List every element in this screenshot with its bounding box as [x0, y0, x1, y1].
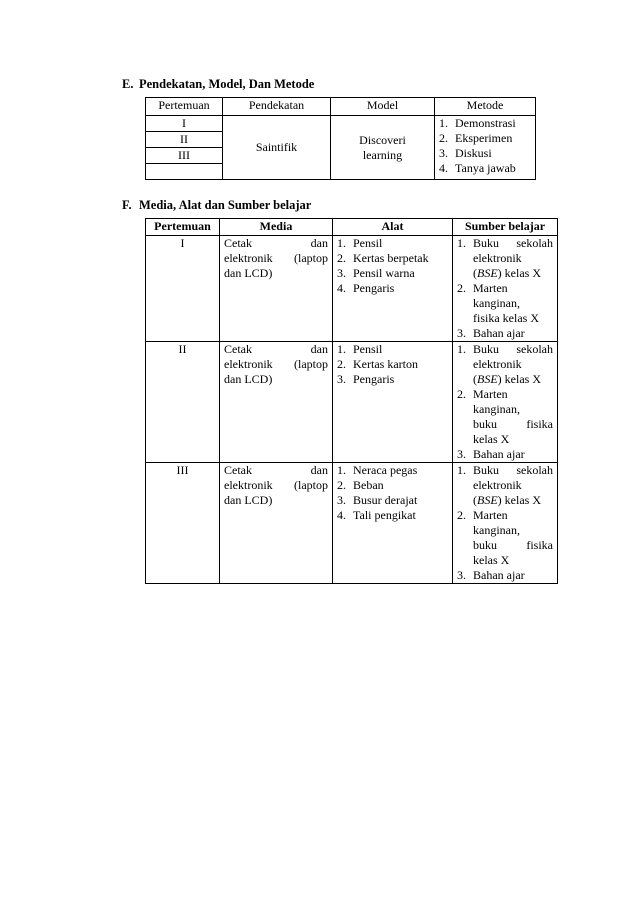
pertemuan-cell: III: [146, 463, 220, 584]
alat-list: [337, 463, 448, 523]
sumber-list: [457, 236, 553, 341]
pendekatan-model-metode-table: [145, 97, 536, 180]
table-f-header-row: [146, 219, 558, 236]
media-cell: Cetak dan elektronik (laptop dan LCD): [220, 236, 333, 342]
section-f-number: F.: [122, 198, 132, 212]
media-alat-sumber-table: [145, 218, 558, 584]
media-cell: Cetak dan elektronik (laptop dan LCD): [220, 342, 333, 463]
list-item: 3. Pensil warna: [337, 266, 415, 280]
section-f-heading: [122, 198, 311, 213]
list-item: 4. Tanya jawab: [439, 161, 516, 175]
table-e-header-row: [146, 98, 536, 116]
list-item: 4. Pengaris: [337, 281, 395, 295]
list-item: 3. Bahan ajar: [457, 326, 525, 340]
sumber-belajar-cell: [453, 342, 558, 463]
sumber-belajar-cell: [453, 463, 558, 584]
pertemuan-cell-empty: [146, 164, 223, 180]
pertemuan-cell: II: [146, 342, 220, 463]
pertemuan-cell: I: [146, 236, 220, 342]
list-item: 3. Diskusi: [439, 146, 492, 160]
list-item: 1. Pensil: [337, 342, 383, 356]
header-media: Media: [220, 219, 333, 236]
table-row: [146, 116, 536, 132]
pendekatan-cell: Saintifik: [223, 116, 331, 180]
model-cell: [331, 116, 435, 180]
list-item: 3. Busur derajat: [337, 493, 418, 507]
sumber-belajar-cell: [453, 236, 558, 342]
sumber-list: [457, 342, 553, 462]
list-item: 2. Marten kanginan, buku fisika kelas X: [457, 508, 553, 567]
header-pertemuan: Pertemuan: [146, 219, 220, 236]
pertemuan-cell: II: [146, 132, 223, 148]
alat-list: [337, 342, 448, 387]
header-alat: Alat: [333, 219, 453, 236]
pertemuan-cell: I: [146, 116, 223, 132]
table-row: [146, 236, 558, 342]
alat-cell: [333, 463, 453, 584]
alat-cell: [333, 236, 453, 342]
table-row: [146, 342, 558, 463]
section-f-title: Media, Alat dan Sumber belajar: [139, 198, 312, 212]
model-line-1: Discoveri: [359, 132, 406, 147]
header-model: Model: [331, 98, 435, 116]
list-item: 3. Pengaris: [337, 372, 395, 386]
model-line-2: learning: [362, 147, 403, 162]
alat-list: [337, 236, 448, 296]
metode-list: [439, 116, 531, 176]
list-item: 3. Bahan ajar: [457, 447, 525, 461]
list-item: 2. Beban: [337, 478, 384, 492]
header-pertemuan: Pertemuan: [146, 98, 223, 116]
list-item: 4. Tali pengikat: [337, 508, 416, 522]
header-sumber-belajar: Sumber belajar: [453, 219, 558, 236]
table-row: [146, 463, 558, 584]
list-item: 1. Demonstrasi: [439, 116, 516, 130]
section-e-number: E.: [122, 77, 134, 91]
header-metode: Metode: [435, 98, 536, 116]
pertemuan-cell: III: [146, 148, 223, 164]
alat-cell: [333, 342, 453, 463]
section-e-heading: [122, 77, 314, 92]
metode-cell: [435, 116, 536, 180]
list-item: 2. Kertas karton: [337, 357, 418, 371]
sumber-list: [457, 463, 553, 583]
section-e-title: Pendekatan, Model, Dan Metode: [139, 77, 315, 91]
list-item: 2. Marten kanginan, buku fisika kelas X: [457, 387, 553, 446]
list-item: 1. Buku sekolah elektronik (BSE) kelas X: [457, 463, 553, 507]
list-item: 1. Pensil: [337, 236, 383, 250]
list-item: 2. Kertas berpetak: [337, 251, 429, 265]
list-item: 2. Marten kanginan, fisika kelas X: [457, 281, 539, 325]
media-cell: Cetak dan elektronik (laptop dan LCD): [220, 463, 333, 584]
list-item: 2. Eksperimen: [439, 131, 513, 145]
list-item: 1. Buku sekolah elektronik (BSE) kelas X: [457, 342, 553, 386]
list-item: 1. Buku sekolah elektronik (BSE) kelas X: [457, 236, 553, 280]
list-item: 3. Bahan ajar: [457, 568, 525, 582]
list-item: 1. Neraca pegas: [337, 463, 418, 477]
header-pendekatan: Pendekatan: [223, 98, 331, 116]
